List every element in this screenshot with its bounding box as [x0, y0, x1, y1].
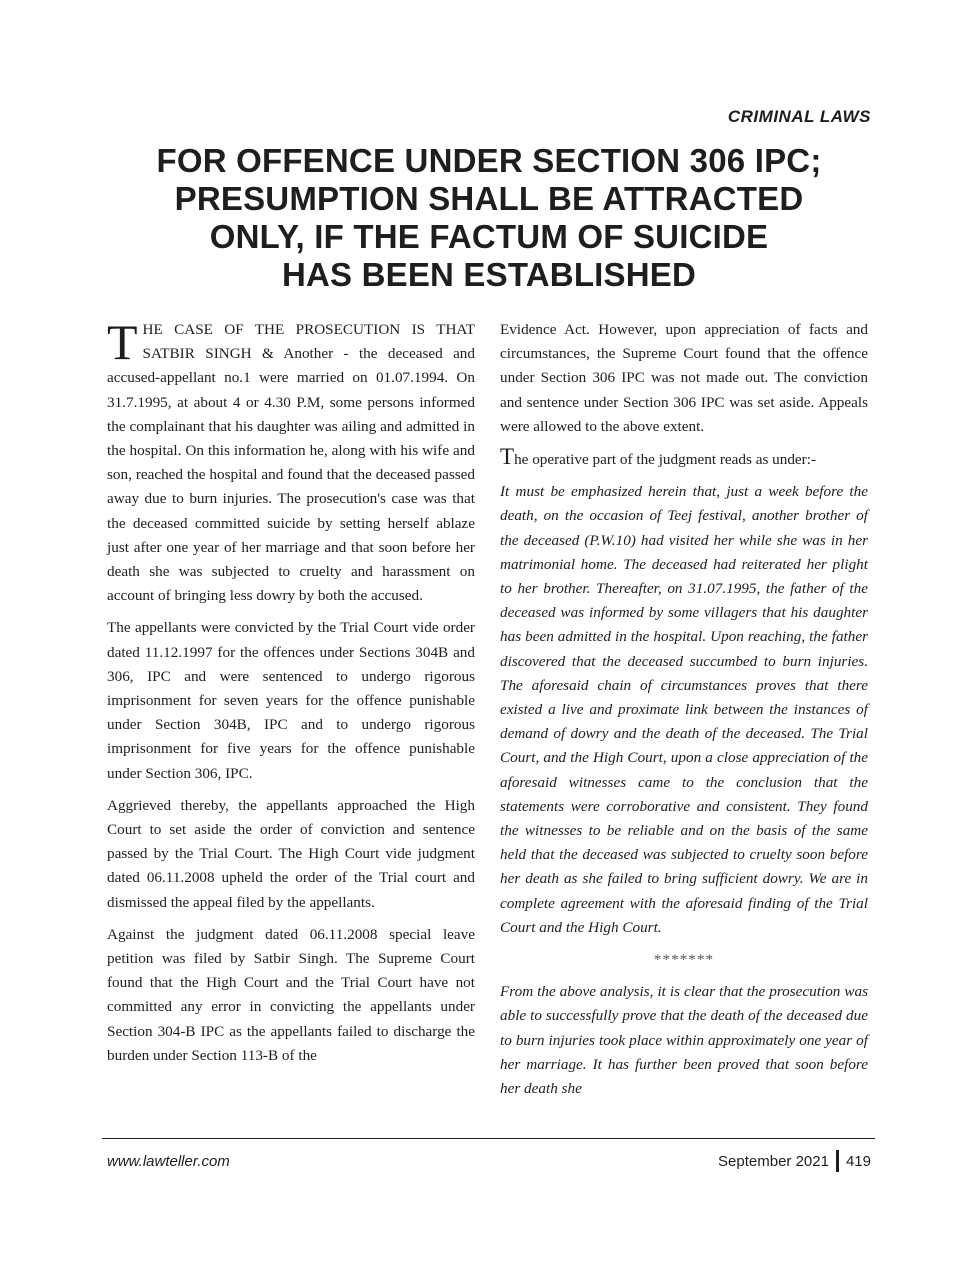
footer-divider [836, 1150, 839, 1172]
right-column [500, 318, 868, 1109]
intro-rest: & Another - the deceased and accused-appellant no.1 were married on 01.07.1994. On 31.7.1995, at about 4 or 4.30 P.M, some persons informed the complainant that his daughter was ailing and admitted in the hospital. On this information he, along with his wife and son, reached the hospital and found that the deceased passed away due to burn injuries. The prosecution's case was that the deceased committed suicide by setting herself ablaze just after one year of her marriage and that soon before her death she was subjected to cruelty and harassment on account of bringing less dowry by both the accused. [107, 345, 475, 605]
section-label: CRIMINAL LAWS [727, 107, 871, 126]
paragraph-special-leave: Against the judgment dated 06.11.2008 special leave petition was filed by Satbir Singh. The Supreme Court found that the High Court and the Trial Court have not committed any error in convicting the appellants under Section 304-B IPC as the appellants failed to discharge the burden under Section 113-B of the [107, 925, 475, 1064]
article-title [150, 142, 828, 294]
operative-intro [500, 444, 868, 472]
paragraph-high-court: Aggrieved thereby, the appellants approached the High Court to set aside the order of conviction and sentence passed by the Trial Court. The High Court vide judgment dated 06.11.2008 upheld the order of the Trial court and dismissed the appeal filed by the appellants. [107, 796, 475, 911]
drop-cap: T [107, 314, 138, 370]
intro-lead: HE CASE OF THE PROSECUTION IS THAT SATBIR SINGH [142, 321, 475, 363]
left-column [107, 314, 475, 1076]
footer-page-info [718, 1150, 871, 1172]
operative-rest: he operative part of the judgment reads as under:- [514, 451, 817, 469]
paragraph-conviction: The appellants were convicted by the Trial Court vide order dated 11.12.1997 for the offences under Sections 304B and 306, IPC and were sentenced to undergo rigorous imprisonment for seven years for the offence punishable under Section 304B, IPC and to undergo rigorous imprisonment for five years for the offence punishable under Section 306, IPC. [107, 619, 475, 782]
footer-rule [102, 1138, 875, 1139]
footer-issue: September 2021 [718, 1152, 829, 1170]
title-line: PRESUMPTION SHALL BE ATTRACTED [174, 180, 804, 217]
title-line: ONLY, IF THE FACTUM OF SUICIDE [209, 218, 769, 255]
paragraph-supreme-court: Evidence Act. However, upon appreciation of facts and circumstances, the Supreme Court found that the offence under Section 306 IPC was not made out. The conviction and sentence under Section 306 IPC was set aside. Appeals were allowed to the above extent. [500, 321, 868, 435]
section-separator: ******* [653, 951, 715, 969]
page-number: 419 [845, 1152, 871, 1170]
footer-website: www.lawteller.com [107, 1153, 230, 1170]
judgment-quote: It must be emphasized herein that, just a week before the death, on the occasion of Teej festival, another brother of the deceased (P.W.10) had visited her while she was in her matrimonial home. The deceased had reiterated her plight to her brother. Thereafter, on 31.07.1995, the father of the deceased was informed by some villagers that his daughter has been admitted in the hospital. Upon reaching, the father discovered that the deceased succumbed to burn injuries. The aforesaid chain of circumstances proves that there existed a live and proximate link between the instances of demand of dowry and the death of the deceased. The Trial Court, and the High Court, upon a close appreciation of the aforesaid witnesses came to the conclusion that the statements were corroborative and consistent. They found the witnesses to be reliable and on the basis of the same held that the deceased was subjected to cruelty soon before her death as she failed to bring sufficient dowry. We are in complete agreement with the aforesaid finding of the Trial Court and the High Court. [500, 483, 868, 936]
title-line: HAS BEEN ESTABLISHED [281, 256, 697, 293]
judgment-quote-continued: From the above analysis, it is clear that the prosecution was able to successfully prove that the death of the deceased due to burn injuries took place within approximately one year of her marriage. It has further been proved that soon before her death she [500, 983, 868, 1098]
operative-cap: T [500, 444, 515, 470]
intro-paragraph [107, 314, 475, 608]
title-line: FOR OFFENCE UNDER SECTION 306 IPC; [156, 142, 822, 179]
